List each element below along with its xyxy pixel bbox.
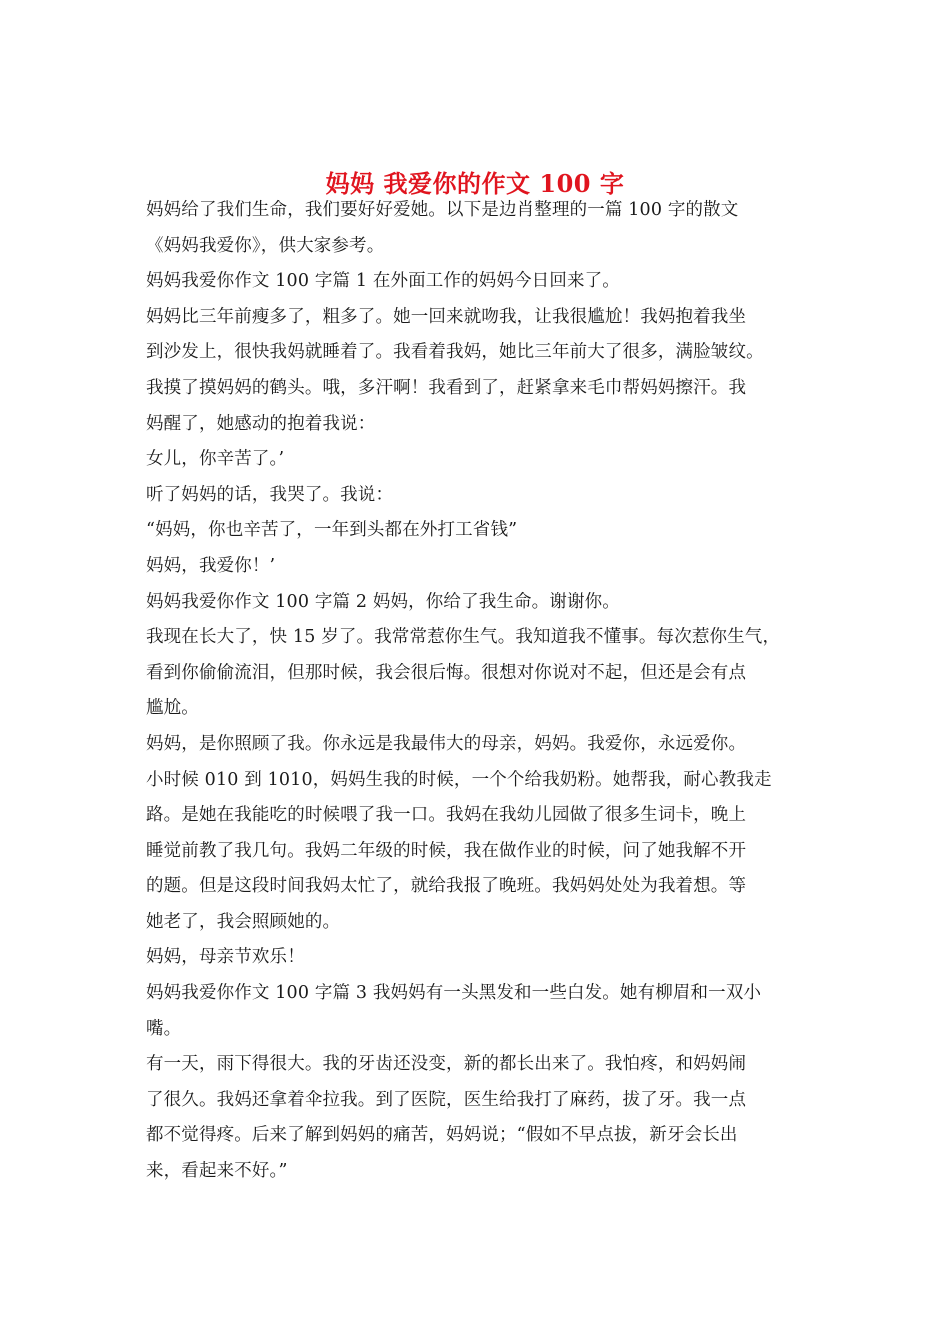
document-body: [146, 193, 826, 1190]
text-line: 路。是她在我能吃的时候喂了我一口。我妈在我幼儿园做了很多生词卡，晚上: [146, 805, 747, 826]
text-line: 妈妈，我爱你！’: [146, 555, 276, 576]
text-line: 小时候 010 到 1010，妈妈生我的时候，一个个给我奶粉。她帮我，耐心教我走: [146, 769, 772, 790]
text-line: 睡觉前教了我几句。我妈二年级的时候，我在做作业的时候，问了她我解不开: [146, 840, 747, 861]
text-line: 妈妈我爱你作文 100 字篇 2 妈妈，你给了我生命。谢谢你。: [146, 591, 620, 612]
text-line: 妈醒了，她感动的抱着我说：: [146, 413, 376, 434]
text-line: 我摸了摸妈妈的鹤头。哦，多汗啊！我看到了，赶紧拿来毛巾帮妈妈擦汗。我: [146, 377, 747, 398]
text-line: 到沙发上，很快我妈就睡着了。我看着我妈，她比三年前大了很多，满脸皱纹。: [146, 342, 764, 363]
text-line: 来，看起来不好。”: [146, 1161, 288, 1182]
text-line: 嘴。: [146, 1018, 182, 1039]
text-line: 妈妈我爱你作文 100 字篇 3 我妈妈有一头黑发和一些白发。她有柳眉和一双小: [146, 983, 762, 1004]
text-line: 妈妈比三年前瘦多了，粗多了。她一回来就吻我，让我很尴尬！我妈抱着我坐: [146, 306, 747, 327]
document-title: 妈妈 我爱你的作文 100 字: [325, 169, 625, 199]
text-line: 妈妈，母亲节欢乐！: [146, 947, 305, 968]
text-line: 妈妈给了我们生命，我们要好好爱她。以下是边肖整理的一篇 100 字的散文: [146, 200, 739, 220]
text-line: 都不觉得疼。后来了解到妈妈的痛苦，妈妈说；“假如不早点拔，新牙会长出: [146, 1125, 738, 1146]
text-line: 妈妈我爱你作文 100 字篇 1 在外面工作的妈妈今日回来了。: [146, 271, 620, 292]
text-line: 《妈妈我爱你》，供大家参考。: [146, 235, 385, 256]
text-line: 我现在长大了，快 15 岁了。我常常惹你生气。我知道我不懂事。每次惹你生气，: [146, 627, 781, 648]
text-line: 妈妈，是你照顾了我。你永远是我最伟大的母亲，妈妈。我爱你，永远爱你。: [146, 733, 747, 754]
text-line: 听了妈妈的话，我哭了。我说：: [146, 484, 394, 505]
text-line: 女儿，你辛苦了。’: [146, 449, 285, 470]
text-line: “妈妈，你也辛苦了，一年到头都在外打工省钱”: [146, 520, 518, 541]
text-line: 尴尬。: [146, 698, 199, 719]
text-line: 有一天，雨下得很大。我的牙齿还没变，新的都长出来了。我怕疼，和妈妈闹: [146, 1054, 747, 1075]
text-line: 她老了，我会照顾她的。: [146, 911, 341, 932]
text-line: 的题。但是这段时间我妈太忙了，就给我报了晚班。我妈妈处处为我着想。等: [146, 876, 747, 897]
text-line: 看到你偷偷流泪，但那时候，我会很后悔。很想对你说对不起，但还是会有点: [146, 662, 747, 683]
text-line: 了很久。我妈还拿着伞拉我。到了医院，医生给我打了麻药，拔了牙。我一点: [146, 1089, 747, 1110]
